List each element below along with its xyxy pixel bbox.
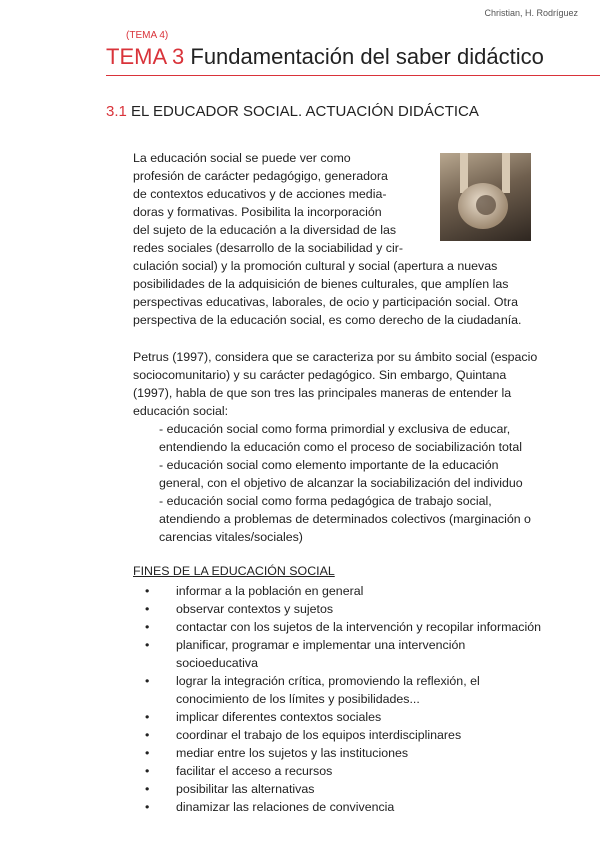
text-line: culación social) y la promoción cultural y social (apertura a nuevas <box>133 259 498 273</box>
bullet-icon: • <box>145 728 150 742</box>
text-line: redes sociales (desarrollo de la sociabilidad y cir- <box>133 241 403 255</box>
bullet-icon: • <box>145 710 150 724</box>
fines-list-item <box>145 780 541 798</box>
definition-line: - educación social como elemento importante de la educación <box>159 458 499 472</box>
fines-list-item <box>145 708 541 726</box>
bullet-icon: • <box>145 620 150 634</box>
bullet-icon: • <box>145 674 150 688</box>
fines-item-text: socioeducativa <box>176 656 258 670</box>
paragraph-intro <box>133 149 573 329</box>
fines-list-item <box>145 762 541 780</box>
section-title: EL EDUCADOR SOCIAL. ACTUACIÓN DIDÁCTICA <box>131 103 479 120</box>
title-divider <box>106 75 600 76</box>
bullet-icon: • <box>145 800 150 814</box>
text-line: de contextos educativos y de acciones media- <box>133 187 387 201</box>
text-line: La educación social se puede ver como <box>133 151 351 165</box>
section-number: 3.1 <box>106 103 127 120</box>
text-line: perspectivas educativas, laborales, de ocio y participación social. Otra <box>133 295 518 309</box>
text-line: (1997), habla de que son tres las principales maneras de entender la <box>133 386 512 400</box>
text-line: posibilidades de la adquisición de bienes culturales, que amplíen las <box>133 277 509 291</box>
definition-line: - educación social como forma pedagógica de trabajo social, <box>159 494 492 508</box>
definition-line: - educación social como forma primordial y exclusiva de educar, <box>159 422 511 436</box>
fines-item-text: planificar, programar e implementar una intervención <box>176 638 466 652</box>
section-heading <box>106 103 479 120</box>
fines-list-item <box>145 672 541 708</box>
author-name: Christian, H. Rodríguez <box>484 8 578 18</box>
text-line: perspectiva de la educación social, es como derecho de la ciudadanía. <box>133 313 522 327</box>
chapter-title <box>106 44 544 70</box>
bullet-icon: • <box>145 602 150 616</box>
fines-list-item <box>145 636 541 672</box>
fines-item-text: coordinar el trabajo de los equipos interdisciplinares <box>176 728 462 742</box>
fines-list <box>145 582 541 816</box>
definition-line: carencias vitales/sociales) <box>159 530 303 544</box>
fines-list-item <box>145 600 541 618</box>
bullet-icon: • <box>145 584 150 598</box>
paragraph-definitions <box>133 348 573 546</box>
text-line: educación social: <box>133 404 229 418</box>
chapter-alt-label: (TEMA 4) <box>126 30 169 41</box>
text-line: Petrus (1997), considera que se caracteriza por su ámbito social (espacio <box>133 350 538 364</box>
fines-item-text: observar contextos y sujetos <box>176 602 334 616</box>
bullet-icon: • <box>145 782 150 796</box>
fines-heading: FINES DE LA EDUCACIÓN SOCIAL <box>133 564 335 578</box>
fines-item-text: conocimiento de los límites y posibilidades... <box>176 692 420 706</box>
text-line: sociocomunitario) y su carácter pedagógico. Sin embargo, Quintana <box>133 368 507 382</box>
text-line: profesión de carácter pedagógigo, generadora <box>133 169 388 183</box>
fines-item-text: contactar con los sujetos de la intervención y recopilar información <box>176 620 542 634</box>
fines-list-item <box>145 744 541 762</box>
bullet-icon: • <box>145 764 150 778</box>
fines-item-text: informar a la población en general <box>176 584 364 598</box>
fines-list-item <box>145 582 541 600</box>
fines-item-text: implicar diferentes contextos sociales <box>176 710 382 724</box>
fines-list-item <box>145 618 541 636</box>
chapter-title-text: Fundamentación del saber didáctico <box>190 44 544 69</box>
fines-list-item <box>145 798 541 816</box>
definition-line: atendiendo a problemas de determinados colectivos (marginación o <box>159 512 531 526</box>
definition-line: general, con el objetivo de alcanzar la sociabilización del individuo <box>159 476 523 490</box>
fines-list-item <box>145 726 541 744</box>
fines-item-text: posibilitar las alternativas <box>176 782 315 796</box>
text-line: del sujeto de la educación a la diversidad de las <box>133 223 397 237</box>
fines-item-text: mediar entre los sujetos y las instituciones <box>176 746 409 760</box>
fines-item-text: lograr la integración crítica, promoviendo la reflexión, el <box>176 674 480 688</box>
fines-item-text: facilitar el acceso a recursos <box>176 764 333 778</box>
bullet-icon: • <box>145 746 150 760</box>
chapter-number: TEMA 3 <box>106 44 185 69</box>
definition-line: entendiendo la educación como el proceso de sociabilización total <box>159 440 523 454</box>
fines-item-text: dinamizar las relaciones de convivencia <box>176 800 395 814</box>
text-line: doras y formativas. Posibilita la incorporación <box>133 205 382 219</box>
bullet-icon: • <box>145 638 150 652</box>
